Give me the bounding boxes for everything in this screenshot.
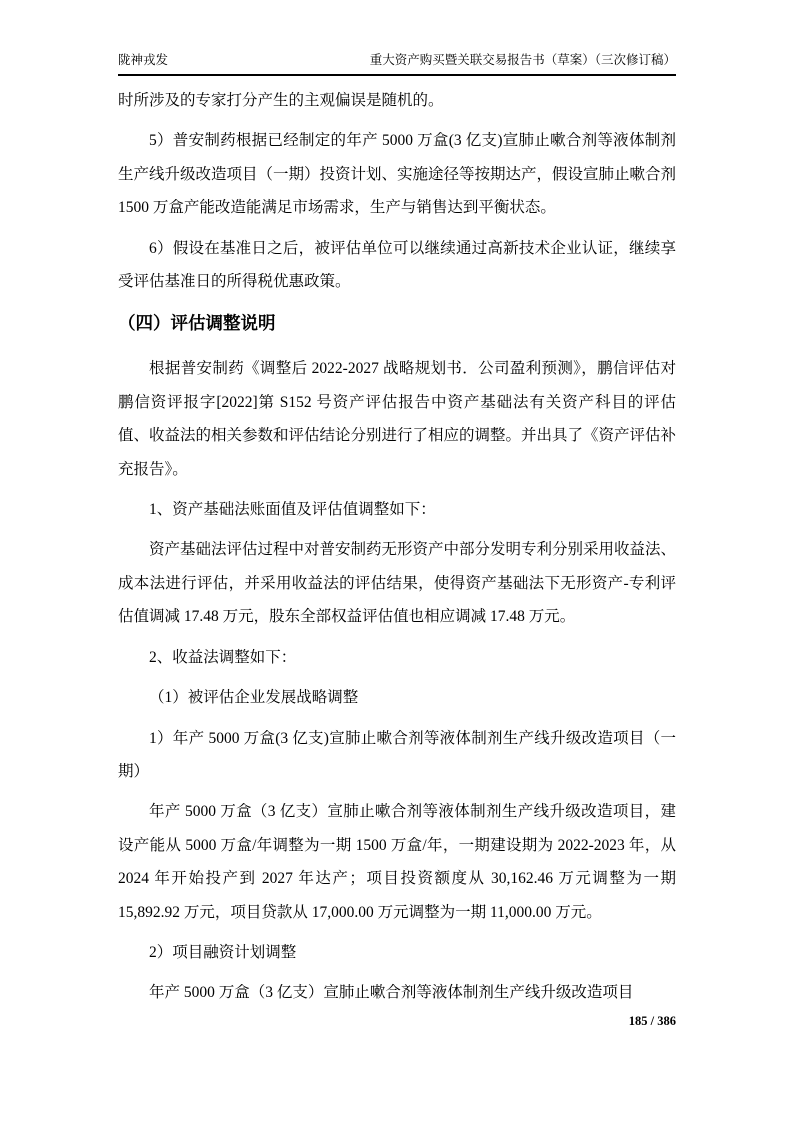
section-heading: （四）评估调整说明 [118, 314, 276, 335]
paragraph: 年产 5000 万盒（3 亿支）宣肺止嗽合剂等液体制剂生产线升级改造项目，建设产能从 5000 万盒/年调整为一期 1500 万盒/年，一期建设期为 2022-2023 年，从 2024 年开始投产到 2027 年达产；项目投资额度从 30,162.46 万元调整为一期 15,892.92 万元，项目贷款从 17,000.00 万元调整为一期 11,000.00 万元。 [118, 803, 676, 921]
document-body [118, 84, 676, 1017]
paragraph: 5）普安制药根据已经制定的年产 5000 万盒(3 亿支)宣肺止嗽合剂等液体制剂生产线升级改造项目（一期）投资计划、实施途径等按期达产，假设宣肺止嗽合剂 1500 万盒产能改造能满足市场需求，生产与销售达到平衡状态。 [118, 132, 677, 217]
paragraph: 2、收益法调整如下： [149, 648, 297, 666]
header-left-text: 陇神戎发 [118, 53, 169, 67]
paragraph: 1）年产 5000 万盒(3 亿支)宣肺止嗽合剂等液体制剂生产线升级改造项目（一期） [118, 729, 676, 780]
paragraph: 根据普安制药《调整后 2022-2027 战略规划书．公司盈利预测》，鹏信评估对鹏信资评报字[2022]第 S152 号资产评估报告中资产基础法有关资产科目的评估值、收益法的相关参数和评估结论分别进行了相应的调整。并出具了《资产评估补充报告》。 [118, 360, 677, 478]
paragraph: （1）被评估企业发展战略调整 [149, 689, 359, 707]
page-number: 185 / 386 [628, 1014, 676, 1028]
paragraph: 时所涉及的专家打分产生的主观偏误是随机的。 [118, 92, 444, 109]
running-header [118, 52, 676, 68]
header-rule [118, 74, 676, 76]
paragraph: 2）项目融资计划调整 [149, 943, 297, 961]
paragraph: 年产 5000 万盒（3 亿支）宣肺止嗽合剂等液体制剂生产线升级改造项目 [149, 984, 634, 1002]
paragraph: 6）假设在基准日之后，被评估单位可以继续通过高新技术企业认证，继续享受评估基准日的所得税优惠政策。 [118, 239, 676, 291]
paragraph: 1、资产基础法账面值及评估值调整如下： [149, 501, 436, 519]
paragraph: 资产基础法评估过程中对普安制药无形资产中部分发明专利分别采用收益法、成本法进行评估，并采用收益法的评估结果，使得资产基础法下无形资产-专利评估值调减 17.48 万元，股东全部权益评估值也相应调减 17.48 万元。 [118, 541, 677, 626]
header-right-text: 重大资产购买暨关联交易报告书（草案）（三次修订稿） [369, 53, 676, 67]
